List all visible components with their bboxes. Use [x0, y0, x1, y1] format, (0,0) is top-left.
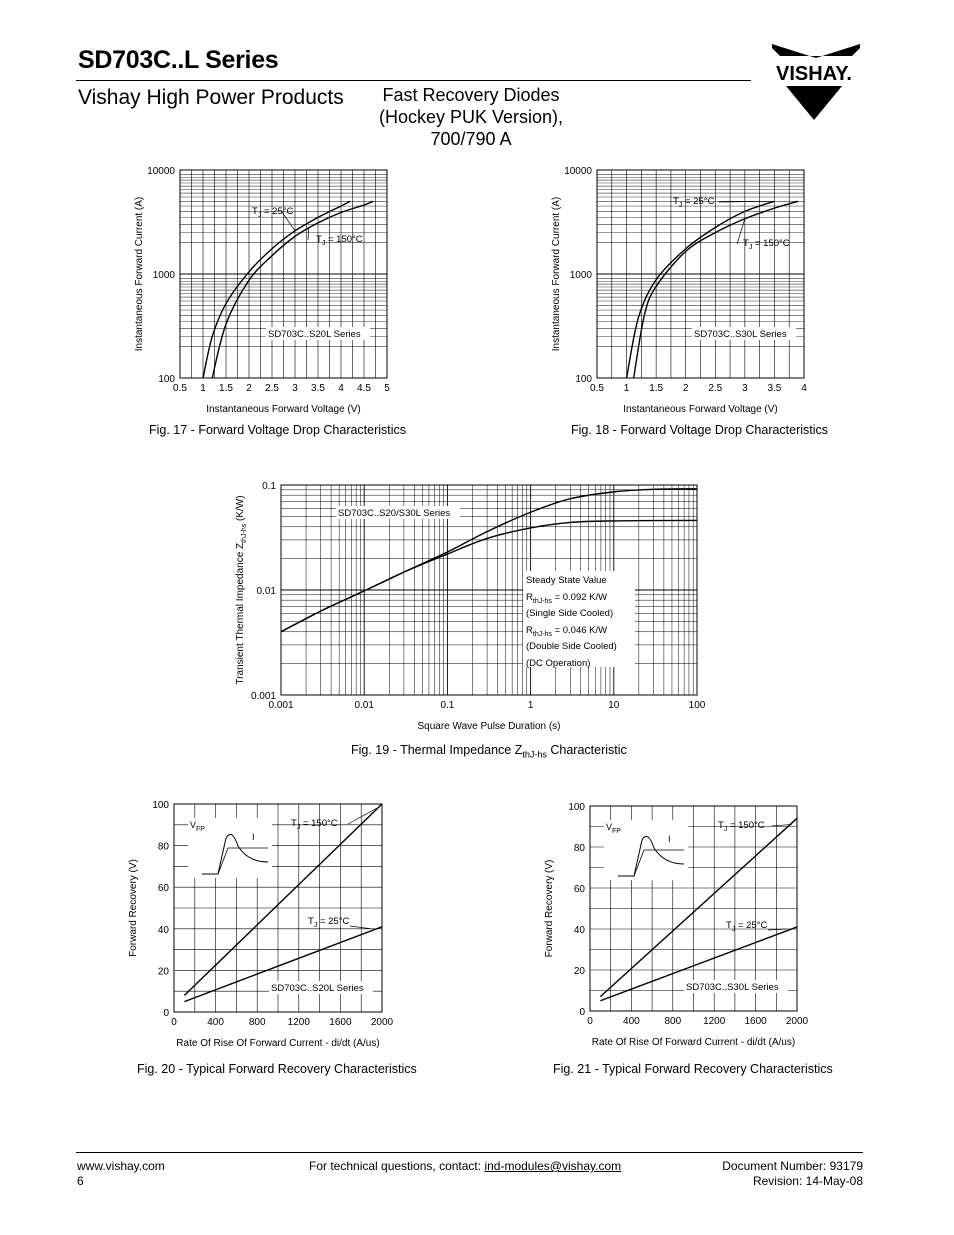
product-line-1: Fast Recovery Diodes	[382, 85, 560, 105]
inset-v-main: V	[190, 820, 197, 830]
series-label-sub: J	[678, 202, 683, 209]
x-tick-label: 800	[664, 1016, 682, 1027]
y-axis-label: Instantaneous Forward Current (A)	[551, 196, 562, 352]
caption-fig19-suffix: Characteristic	[546, 743, 627, 757]
caption-fig19-prefix: Fig. 19 - Thermal Impedance Z	[351, 743, 523, 757]
y-tick-label: 1000	[569, 270, 592, 281]
x-tick-label: 100	[688, 700, 706, 711]
caption-fig18: Fig. 18 - Forward Voltage Drop Characteristics	[571, 423, 829, 437]
x-tick-label: 4.5	[357, 383, 371, 394]
y-axis-label: Instantaneous Forward Current (A)	[134, 196, 145, 352]
y-tick-label: 100	[152, 800, 169, 811]
x-tick-label: 0.5	[590, 383, 604, 394]
caption-fig17: Fig. 17 - Forward Voltage Drop Characteristics	[149, 423, 407, 437]
x-tick-label: 4	[801, 383, 807, 394]
footer-website[interactable]: www.vishay.com	[77, 1159, 165, 1173]
footer-doc-number: Document Number: 93179	[722, 1159, 863, 1173]
series-label-rest: = 25°C	[735, 920, 768, 931]
series-label-main: T	[743, 238, 749, 249]
series-label-sub: J	[296, 824, 301, 831]
y-tick-label: 80	[573, 843, 585, 854]
series-label-main: T	[316, 234, 322, 245]
y-tick-label: 1000	[152, 270, 175, 281]
x-tick-label: 2	[682, 383, 689, 394]
page-title: SD703C..L Series	[78, 46, 279, 74]
x-tick-label: 0.01	[354, 700, 374, 711]
series-label-0	[718, 820, 765, 833]
y-axis-label: Forward Recovery (V)	[544, 859, 555, 958]
y-tick-label: 60	[573, 884, 585, 895]
x-tick-label: 1600	[744, 1016, 767, 1027]
rth-symbol: R	[526, 592, 533, 603]
footer-revision: Revision: 14-May-08	[752, 1174, 863, 1188]
product-line-3: 700/790 A	[430, 129, 512, 149]
rth-value: = 0.092 K/W	[551, 592, 608, 603]
y-tick-label: 100	[575, 374, 592, 385]
double-side-note: (Double Side Cooled)	[526, 641, 617, 652]
x-tick-label: 1	[200, 383, 206, 394]
y-tick-label: 0	[579, 1007, 585, 1018]
caption-fig20: Fig. 20 - Typical Forward Recovery Characteristics	[137, 1062, 417, 1076]
rth-symbol: R	[526, 625, 533, 636]
rth-sub: thJ-hs	[532, 598, 552, 605]
series-label-sub: J	[257, 212, 262, 219]
x-axis-label: Instantaneous Forward Voltage (V)	[206, 404, 361, 415]
series-label-sub: J	[321, 240, 326, 247]
y-tick-label: 100	[568, 802, 585, 813]
steady-state-title: Steady State Value	[526, 575, 607, 586]
series-label-main: T	[718, 820, 724, 831]
inset-i-label: I	[668, 834, 671, 844]
x-tick-label: 4	[338, 383, 344, 394]
y-tick-label: 0.1	[262, 481, 276, 492]
series-label-main: T	[252, 206, 258, 217]
x-axis-label: Rate Of Rise Of Forward Current - di/dt (A/us)	[591, 1037, 796, 1048]
y-tick-label: 10000	[147, 166, 175, 177]
x-tick-label: 2.5	[265, 383, 279, 394]
series-label-rest: = 150°C	[325, 234, 363, 245]
series-label-1	[726, 920, 768, 933]
x-tick-label: 1	[527, 700, 534, 711]
y-tick-label: 10000	[564, 166, 592, 177]
x-tick-label: 3	[742, 383, 748, 394]
inset-i-label: I	[252, 832, 255, 842]
footer-page-number: 6	[77, 1174, 84, 1188]
series-label-rest: = 25°C	[682, 196, 715, 207]
inset-v-sub: FP	[612, 828, 621, 835]
x-tick-label: 2000	[370, 1017, 394, 1028]
x-tick-label: 2	[246, 383, 252, 394]
y-axis-label-suffix: (K/W)	[235, 495, 246, 524]
x-tick-label: 400	[623, 1016, 640, 1027]
x-axis-label: Square Wave Pulse Duration (s)	[417, 721, 561, 732]
series-annotation: SD703C..S30L Series	[686, 982, 779, 993]
series-annotation: SD703C..S20L Series	[268, 329, 361, 340]
x-tick-label: 10	[608, 700, 620, 711]
y-tick-label: 0.01	[256, 586, 276, 597]
series-annotation: SD703C..S20/S30L Series	[338, 508, 451, 519]
inset-v-main: V	[606, 822, 613, 832]
series-label-rest: = 150°C	[727, 820, 765, 831]
caption-fig19-sub: thJ-hs	[522, 749, 547, 760]
y-tick-label: 40	[157, 924, 169, 936]
x-tick-label: 3.5	[767, 383, 782, 394]
footer-contact	[309, 1159, 621, 1173]
product-line-2: (Hockey PUK Version),	[378, 107, 564, 127]
x-tick-label: 1200	[703, 1016, 726, 1027]
y-tick-label: 0.001	[250, 691, 276, 702]
series-annotation: SD703C..S30L Series	[694, 329, 787, 340]
series-label-sub: J	[731, 926, 736, 933]
series-label-rest: = 150°C	[300, 818, 338, 829]
series-label-main: T	[308, 916, 314, 927]
series-label-rest: = 25°C	[261, 206, 294, 217]
x-tick-label: 2000	[785, 1016, 809, 1027]
footer-rule	[76, 1152, 863, 1153]
series-label-rest: = 150°C	[752, 238, 790, 249]
x-tick-label: 3.5	[311, 383, 325, 394]
caption-fig19	[351, 743, 627, 760]
y-tick-label: 0	[163, 1008, 169, 1019]
series-label-sub: J	[748, 244, 753, 251]
x-tick-label: 0.5	[173, 383, 187, 394]
x-tick-label: 0	[587, 1016, 593, 1027]
caption-fig21: Fig. 21 - Typical Forward Recovery Characteristics	[553, 1062, 833, 1076]
x-tick-label: 800	[248, 1017, 266, 1028]
series-label-rest: = 25°C	[317, 916, 350, 927]
x-tick-label: 1.5	[219, 383, 233, 394]
y-tick-label: 100	[158, 374, 175, 385]
rth-value: = 0.046 K/W	[551, 625, 608, 636]
y-tick-label: 60	[157, 883, 169, 895]
single-side-note: (Single Side Cooled)	[526, 608, 614, 619]
footer-contact-email[interactable]: ind-modules@vishay.com	[484, 1159, 622, 1173]
x-tick-label: 1	[623, 383, 630, 394]
recovery-waveform-inset	[604, 820, 688, 880]
x-tick-label: 1200	[287, 1017, 310, 1028]
y-tick-label: 80	[157, 841, 169, 853]
x-tick-label: 2.5	[708, 383, 723, 394]
series-annotation: SD703C..S20L Series	[271, 983, 364, 994]
x-tick-label: 400	[207, 1017, 224, 1028]
x-tick-label: 0	[171, 1017, 177, 1028]
y-tick-label: 20	[573, 966, 585, 977]
x-tick-label: 5	[384, 383, 390, 394]
y-tick-label: 20	[157, 966, 169, 978]
y-axis-label-sub: thJ-hs	[241, 523, 248, 543]
x-axis-label: Instantaneous Forward Voltage (V)	[623, 404, 778, 415]
x-tick-label: 3	[292, 383, 298, 394]
x-axis-label: Rate Of Rise Of Forward Current - di/dt (A/us)	[176, 1038, 380, 1049]
logo-wordmark: VISHAY.	[776, 63, 852, 85]
series-label-main: T	[726, 920, 732, 931]
series-label-main: T	[673, 196, 679, 207]
series-label-main: T	[291, 818, 297, 829]
x-tick-label: 0.1	[440, 700, 455, 711]
series-label-sub: J	[313, 922, 318, 929]
rth-sub: thJ-hs	[532, 631, 552, 638]
y-tick-label: 40	[573, 925, 585, 936]
x-tick-label: 1600	[329, 1017, 352, 1028]
series-label-sub: J	[723, 826, 728, 833]
y-axis-label: Forward Recovery (V)	[128, 859, 139, 957]
inset-v-sub: FP	[196, 826, 205, 833]
dc-operation-note: (DC Operation)	[526, 658, 591, 669]
page-subtitle: Vishay High Power Products	[78, 86, 344, 109]
x-tick-label: 1.5	[649, 383, 664, 394]
x-tick-label: 0.001	[268, 700, 294, 711]
footer-contact-prefix: For technical questions, contact:	[309, 1159, 485, 1173]
y-axis-label-prefix: Transient Thermal Impedance Z	[235, 542, 246, 685]
